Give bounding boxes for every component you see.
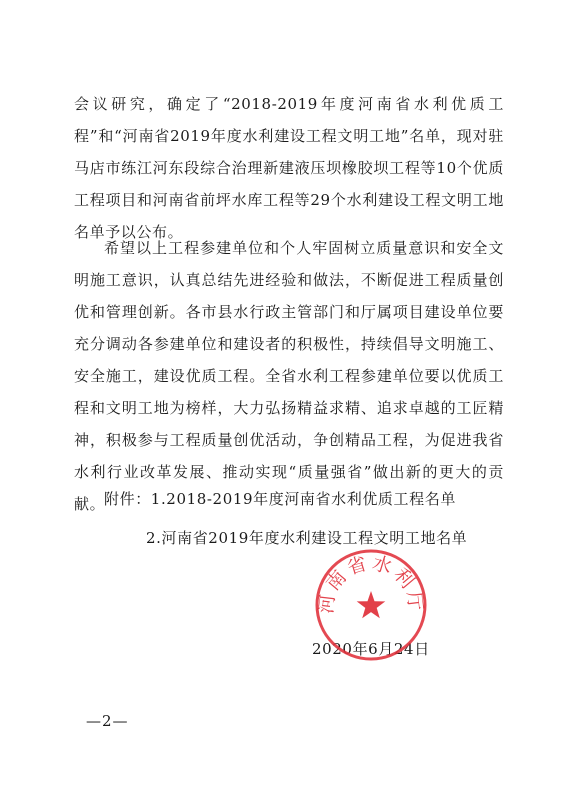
attachment-line-2: 2.河南省2019年度水利建设工程文明工地名单 [146,529,468,547]
issue-date: 2020年6月24日 [312,640,430,658]
page-number: —2— [86,712,129,730]
official-seal-stamp [314,548,428,662]
attachment-line-1: 附件：1.2018-2019年度河南省水利优质工程名单 [104,490,456,508]
svg-text:河南省水利厅: 河南省水利厅 [315,551,427,615]
body-paragraph-2: 希望以上工程参建单位和个人牢固树立质量意识和安全文明施工意识，认真总结先进经验和做法，不断促进工程质量创优和管理创新。各市县水行政主管部门和厅属项目建设单位要充分调动各参建单位和建设者的积极性，持续倡导文明施工、安全施工，建设优质工程。全省水利工程参建单位要以优质工程和文明工地为榜样，大力弘扬精益求精、追求卓越的工匠精神，积极参与工程质量创优活动，争创精品工程，为促进我省水利行业改革发展、推动实现“质量强省”做出新的更大的贡献。 [74,239,504,513]
body-paragraph-1: 会议研究，确定了“2018-2019年度河南省水利优质工程”和“河南省2019年度水利建设工程文明工地”名单，现对驻马店市练江河东段综合治理新建液压坝橡胶坝工程等10个优质工程项目和河南省前坪水库工程等29个水利建设工程文明工地名单予以公布。 [74,95,504,241]
seal-star-icon [357,591,386,618]
